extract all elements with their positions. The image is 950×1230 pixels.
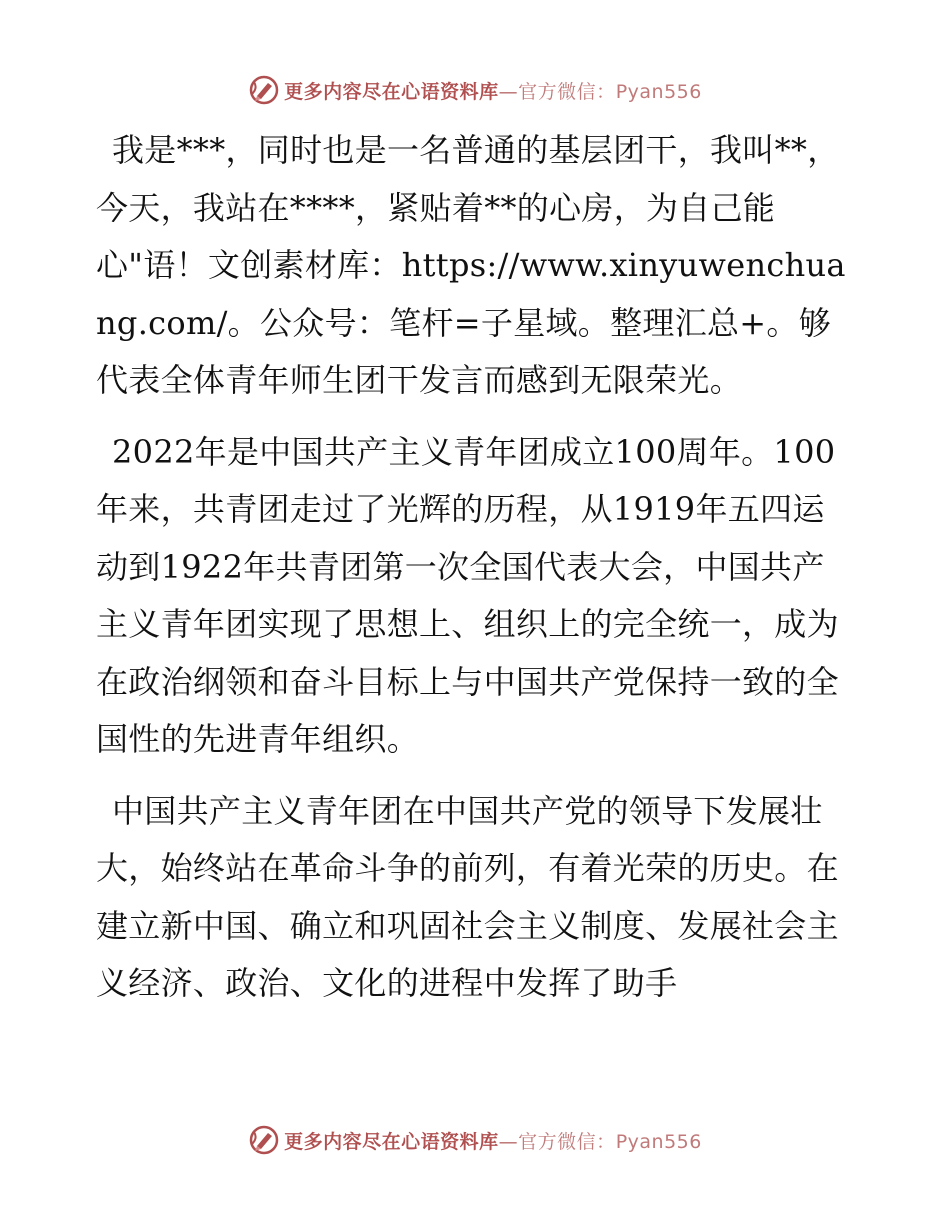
footer-banner bbox=[0, 1120, 950, 1160]
footer-dash: — bbox=[498, 1130, 519, 1153]
paragraph-1: 我是***，同时也是一名普通的基层团干，我叫**，今天，我站在****，紧贴着**的心房，为自己能心"语！文创素材库：https://www.xinyuwenchuang.com/。公众号：笔杆=子星域。整理汇总+。够代表全体青年师生团干发言而感到无限荣光。 bbox=[96, 131, 846, 399]
document-body bbox=[96, 122, 856, 1027]
header-wechat-label: 官方微信： bbox=[518, 80, 616, 103]
header-dash: — bbox=[498, 80, 519, 103]
footer-handle: Pyan556 bbox=[615, 1130, 702, 1153]
footer-wechat-label: 官方微信： bbox=[518, 1130, 616, 1153]
pen-logo-icon bbox=[248, 74, 280, 106]
pen-logo-icon bbox=[248, 1124, 280, 1156]
header-brand: 更多内容尽在心语资料库 bbox=[284, 80, 499, 103]
header-handle: Pyan556 bbox=[615, 80, 702, 103]
footer-banner-text bbox=[284, 1127, 702, 1154]
header-banner bbox=[0, 70, 950, 110]
paragraph-2: 2022年是中国共产主义青年团成立100周年。100年来，共青团走过了光辉的历程，从1919年五四运动到1922年共青团第一次全国代表大会，中国共产主义青年团实现了思想上、组织上的完全统一，成为在政治纲领和奋斗目标上与中国共产党保持一致的全国性的先进青年组织。 bbox=[96, 432, 839, 758]
footer-brand: 更多内容尽在心语资料库 bbox=[284, 1130, 499, 1153]
header-banner-text bbox=[284, 77, 702, 104]
paragraph-3: 中国共产主义青年团在中国共产党的领导下发展壮大，始终站在革命斗争的前列，有着光荣的历史。在建立新中国、确立和巩固社会主义制度、发展社会主义经济、政治、文化的进程中发挥了助手 bbox=[96, 791, 839, 1002]
